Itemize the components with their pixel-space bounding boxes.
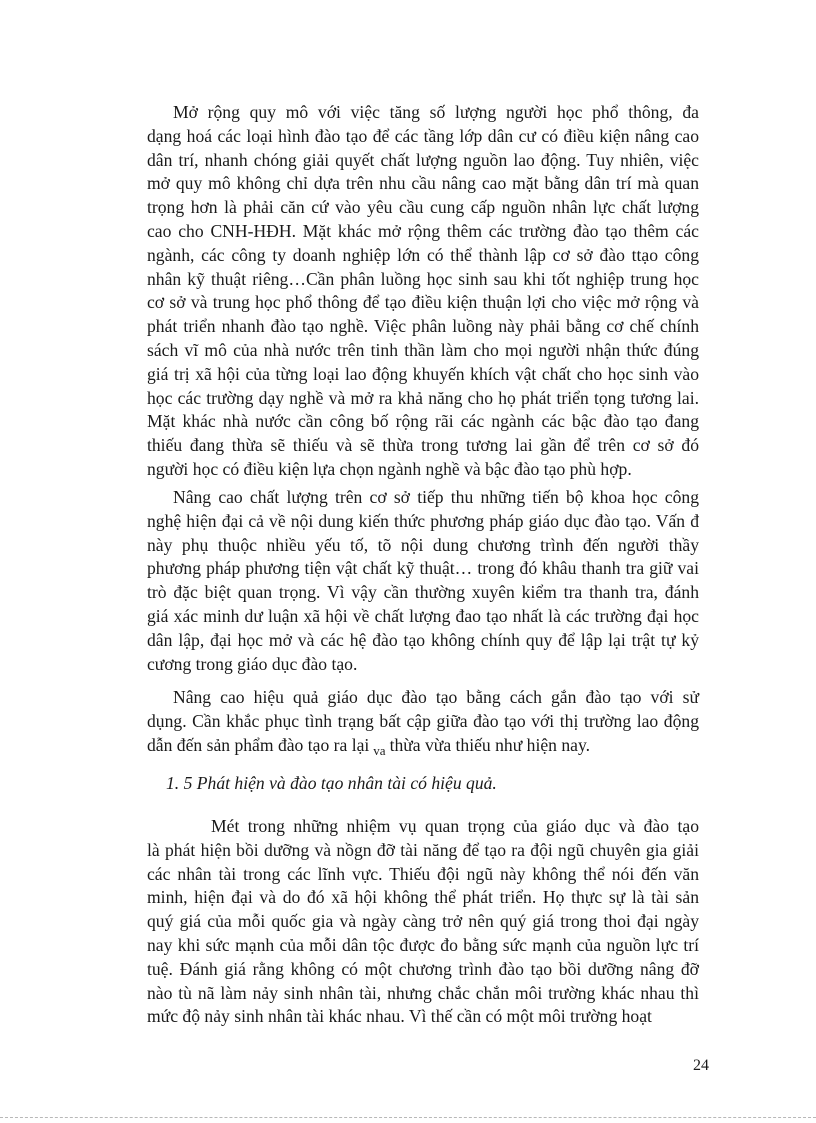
- section-heading: 1. 5 Phát hiện và đào tạo nhân tài có hiệu quả.: [166, 773, 497, 793]
- subscript-text: va: [373, 742, 386, 758]
- paragraph-line: trò đặc biệt quan trọng. Vì vậy cần thường xuyên kiểm tra thanh tra, đánh: [147, 582, 699, 603]
- paragraph-line: Mở rộng quy mô với việc tăng số lượng người học phổ thông, đa: [173, 102, 699, 122]
- paragraph-2: [147, 486, 699, 676]
- paragraph-line: dạng hoá các loại hình đào tạo để các tầng lớp dân cư có điều kiện nâng cao: [147, 125, 699, 146]
- paragraph-line: trọng hơn là phải căn cứ vào yêu cầu cung cấp nguồn nhân lực chất lượng: [147, 197, 699, 218]
- paragraph-line: này phụ thuộc nhiều yếu tố, tõ nội dung chương trình đến người thầy: [147, 534, 699, 555]
- line-text: dẫn đến sản phẩm đào tạo ra lại: [147, 734, 370, 755]
- paragraph-line: sách vĩ mô của nhà nước trên tinh thần làm cho mọi người nhận thức đúng: [147, 339, 699, 360]
- paragraph-line: giá xác minh dư luận xã hội về chất lượng đao tạo nhất là các trường đại học: [147, 605, 699, 626]
- paragraph-line: học các trường dạy nghề và mở ra khả năng cho họ phát triển tọng tương lai.: [147, 387, 699, 408]
- page-number: 24: [693, 1057, 709, 1074]
- paragraph-line: là phát hiện bồi dưỡng và nồgn đỡ tài năng để tạo ra đội ngũ chuyên gia giải: [147, 839, 699, 860]
- paragraph-line: nhân kỹ thuật riêng…Cần phân luồng học sinh sau khi tốt nghiệp trung học: [147, 268, 699, 289]
- paragraph-line: Mặt khác nhà nước cần công bố rộng rãi các ngành các bậc đào tạo đang: [147, 411, 699, 432]
- paragraph-line: dân lập, đại học mở và các hệ đào tạo không chính quy để lập lại trật tự kỷ: [147, 629, 699, 650]
- paragraph-line: dân trí, nhanh chóng giải quyết chất lượng nguồn lao động. Tuy nhiên, việc: [147, 149, 699, 170]
- paragraph-line: cương trong giáo dục đào tạo.: [147, 653, 358, 674]
- paragraph-line: Nâng cao hiệu quả giáo dục đào tạo bằng cách gắn đào tạo với sử: [173, 687, 699, 707]
- paragraph-line: quý giá của mỗi quốc gia và ngày càng trở nên quý giá trong thoi đại ngày: [147, 911, 699, 932]
- paragraph-line: tuệ. Đánh giá rằng không có một chương trình đào tạo bồi dưỡng nâng đỡ: [147, 958, 699, 979]
- paragraph-line: phương pháp phương tiện vật chất kỹ thuật… trong đó khâu thanh tra giữ vai: [147, 558, 699, 579]
- paragraph-line: dụng. Cần khắc phục tình trạng bất cập giữa đào tạo với thị trường lao động: [147, 710, 699, 731]
- paragraph-line: mức độ nảy sinh nhân tài khác nhau. Vì thế cần có một môi trường hoạt: [147, 1006, 652, 1027]
- paragraph-line: thiếu đang thừa sẽ thiếu và sẽ thừa trong tương lai gần để trên cơ sở đó: [147, 435, 699, 456]
- paragraph-line: minh, hiện đại và do đó xã hội không thể phát triển. Họ thực sự là tài sản: [147, 887, 699, 908]
- paragraph-line: phát triển nhanh đào tạo nghề. Việc phân luồng này phải bằng cơ chế chính: [147, 316, 699, 337]
- paragraph-line: [147, 734, 699, 763]
- paragraph-4: [147, 815, 699, 1029]
- paragraph-line: Mét trong những nhiệm vụ quan trọng của giáo dục và đào tạo: [211, 816, 699, 836]
- page-bottom-divider: [0, 1117, 816, 1118]
- paragraph-line: mở quy mô không chỉ dựa trên nhu cầu nâng cao mặt bằng dân trí mà quan: [147, 173, 699, 194]
- paragraph-3: [147, 686, 699, 762]
- paragraph-line: Nâng cao chất lượng trên cơ sở tiếp thu những tiến bộ khoa học công: [173, 487, 699, 507]
- paragraph-line: nào tù nã làm nảy sinh nhân tài, nhưng chắc chắn môi trường khác nhau thì: [147, 982, 699, 1003]
- paragraph-line: ngành, các công ty doanh nghiệp lớn có thể thành lập cơ sở đào ttạo công: [147, 244, 699, 265]
- paragraph-line: người học có điều kiện lựa chọn ngành nghề và bậc đào tạo phù hợp.: [147, 458, 632, 479]
- paragraph-line: cơ sở và trung học phổ thông để tạo điều kiện thuận lợi cho việc mở rộng và: [147, 292, 699, 313]
- paragraph-line: nay khi sức mạnh của mỗi dân tộc được đo bằng sức mạnh của nguồn lực trí: [147, 934, 699, 955]
- paragraph-line: các nhân tài trong các lĩnh vực. Thiếu đội ngũ này không thể nói đến văn: [147, 863, 699, 884]
- paragraph-line: nghệ hiện đại cả về nội dung kiến thức phương pháp giáo dục đào tạo. Vấn đ: [147, 510, 699, 531]
- paragraph-line: giá trị xã hội của từng loại lao động khuyến khích vật chất cho học sinh vào: [147, 363, 699, 384]
- paragraph-line: cao cho CNH-HĐH. Mặt khác mở rộng thêm các trường đào tạo thêm các: [147, 220, 699, 241]
- paragraph-1: [147, 101, 699, 482]
- line-text: thừa vừa thiếu như hiện nay.: [389, 734, 590, 755]
